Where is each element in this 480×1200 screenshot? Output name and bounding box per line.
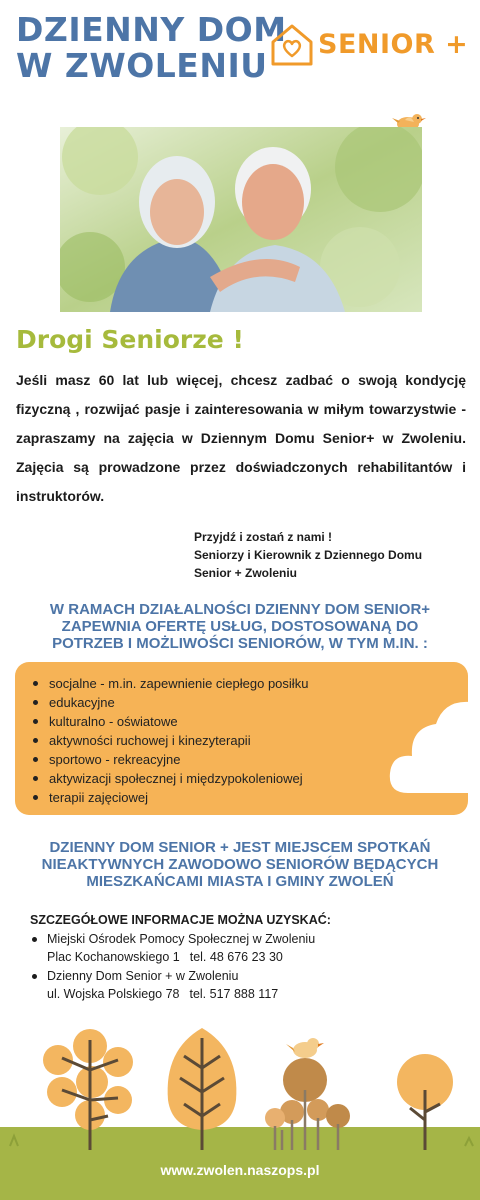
signature-line: Przyjdź i zostań z nami ! (194, 530, 333, 544)
offer-heading-line: W RAMACH DZIAŁALNOŚCI DZIENNY DOM SENIOR+ (49, 601, 431, 618)
list-item: socjalne - m.in. zapewnienie ciepłego posiłku (33, 674, 308, 693)
contact-address: Plac Kochanowskiego 1 (47, 950, 180, 964)
contact-details (32, 948, 315, 966)
bullet (32, 974, 37, 979)
cloud-icon (388, 688, 468, 798)
contact-phone[interactable]: tel. 517 888 117 (189, 987, 279, 1001)
services-list (33, 674, 308, 807)
bullet (32, 937, 37, 942)
list-item: terapii zajęciowej (33, 788, 308, 807)
tree-icon (397, 1054, 453, 1150)
offer-heading-line: ZAPEWNIA OFERTĘ USŁUG, DOSTOSOWANĄ DO (61, 618, 419, 635)
senior-plus-logo (270, 22, 469, 72)
offer-heading (10, 601, 470, 652)
contact-entry (32, 930, 315, 966)
list-item: kulturalno - oświatowe (33, 712, 308, 731)
tree-icon (43, 1029, 133, 1150)
contact-address: ul. Wojska Polskiego 78 (47, 987, 180, 1001)
page-title (16, 12, 287, 84)
list-item: aktywizacji społecznej i międzypokoleniowej (33, 769, 308, 788)
meeting-heading-line: NIEAKTYWNYCH ZAWODOWO SENIORÓW BĘDĄCYCH (41, 856, 439, 873)
contact-details (32, 985, 278, 1003)
list-item: aktywności ruchowej i kinezyterapii (33, 731, 308, 750)
contact-name: Miejski Ośrodek Pomocy Społecznej w Zwoleniu (47, 932, 316, 946)
tree-icon (265, 1038, 350, 1150)
signature (194, 528, 422, 582)
meeting-heading-line: MIESZKAŃCAMI MIASTA I GMINY ZWOLEŃ (86, 873, 394, 890)
contact-entry (32, 967, 278, 1003)
meeting-heading (10, 839, 470, 890)
intro-paragraph: Jeśli masz 60 lat lub więcej, chcesz zadbać o swoją kondycję fizyczną , rozwijać pasje i zainteresowania w miłym towarzystwie - zapraszamy na zajęcia w Dziennym Domu Senior+ w Zwoleniu. Zajęcia są prowadzone przez doświadczonych rehabilitantów i instruktorów. (16, 372, 466, 504)
signature-line: Seniorzy i Kierownik z Dziennego Domu (194, 548, 423, 562)
title-line-2: W ZWOLENIU (16, 46, 268, 85)
logo-text: SENIOR + (318, 29, 469, 60)
offer-heading-line: POTRZEB I MOŻLIWOŚCI SENIORÓW, W TYM M.IN. : (52, 635, 428, 652)
house-heart-icon (270, 22, 314, 68)
contact-name: Dzienny Dom Senior + w Zwoleniu (47, 969, 239, 983)
senior-couple-photo (60, 127, 422, 312)
website-link[interactable]: www.zwolen.naszops.pl (160, 1162, 320, 1178)
title-line-1: DZIENNY DOM (16, 10, 287, 49)
tree-icon (168, 1028, 237, 1150)
services-box (15, 662, 468, 815)
contact-phone[interactable]: tel. 48 676 23 30 (189, 950, 283, 964)
list-item: edukacyjne (33, 693, 308, 712)
trees-illustration (0, 1020, 480, 1150)
greeting-heading: Drogi Seniorze ! (16, 325, 244, 354)
list-item: sportowo - rekreacyjne (33, 750, 308, 769)
meeting-heading-line: DZIENNY DOM SENIOR + JEST MIEJSCEM SPOTKAŃ (49, 839, 431, 856)
signature-line: Senior + Zwoleniu (194, 566, 298, 580)
contact-heading: SZCZEGÓŁOWE INFORMACJE MOŻNA UZYSKAĆ: (30, 913, 331, 927)
